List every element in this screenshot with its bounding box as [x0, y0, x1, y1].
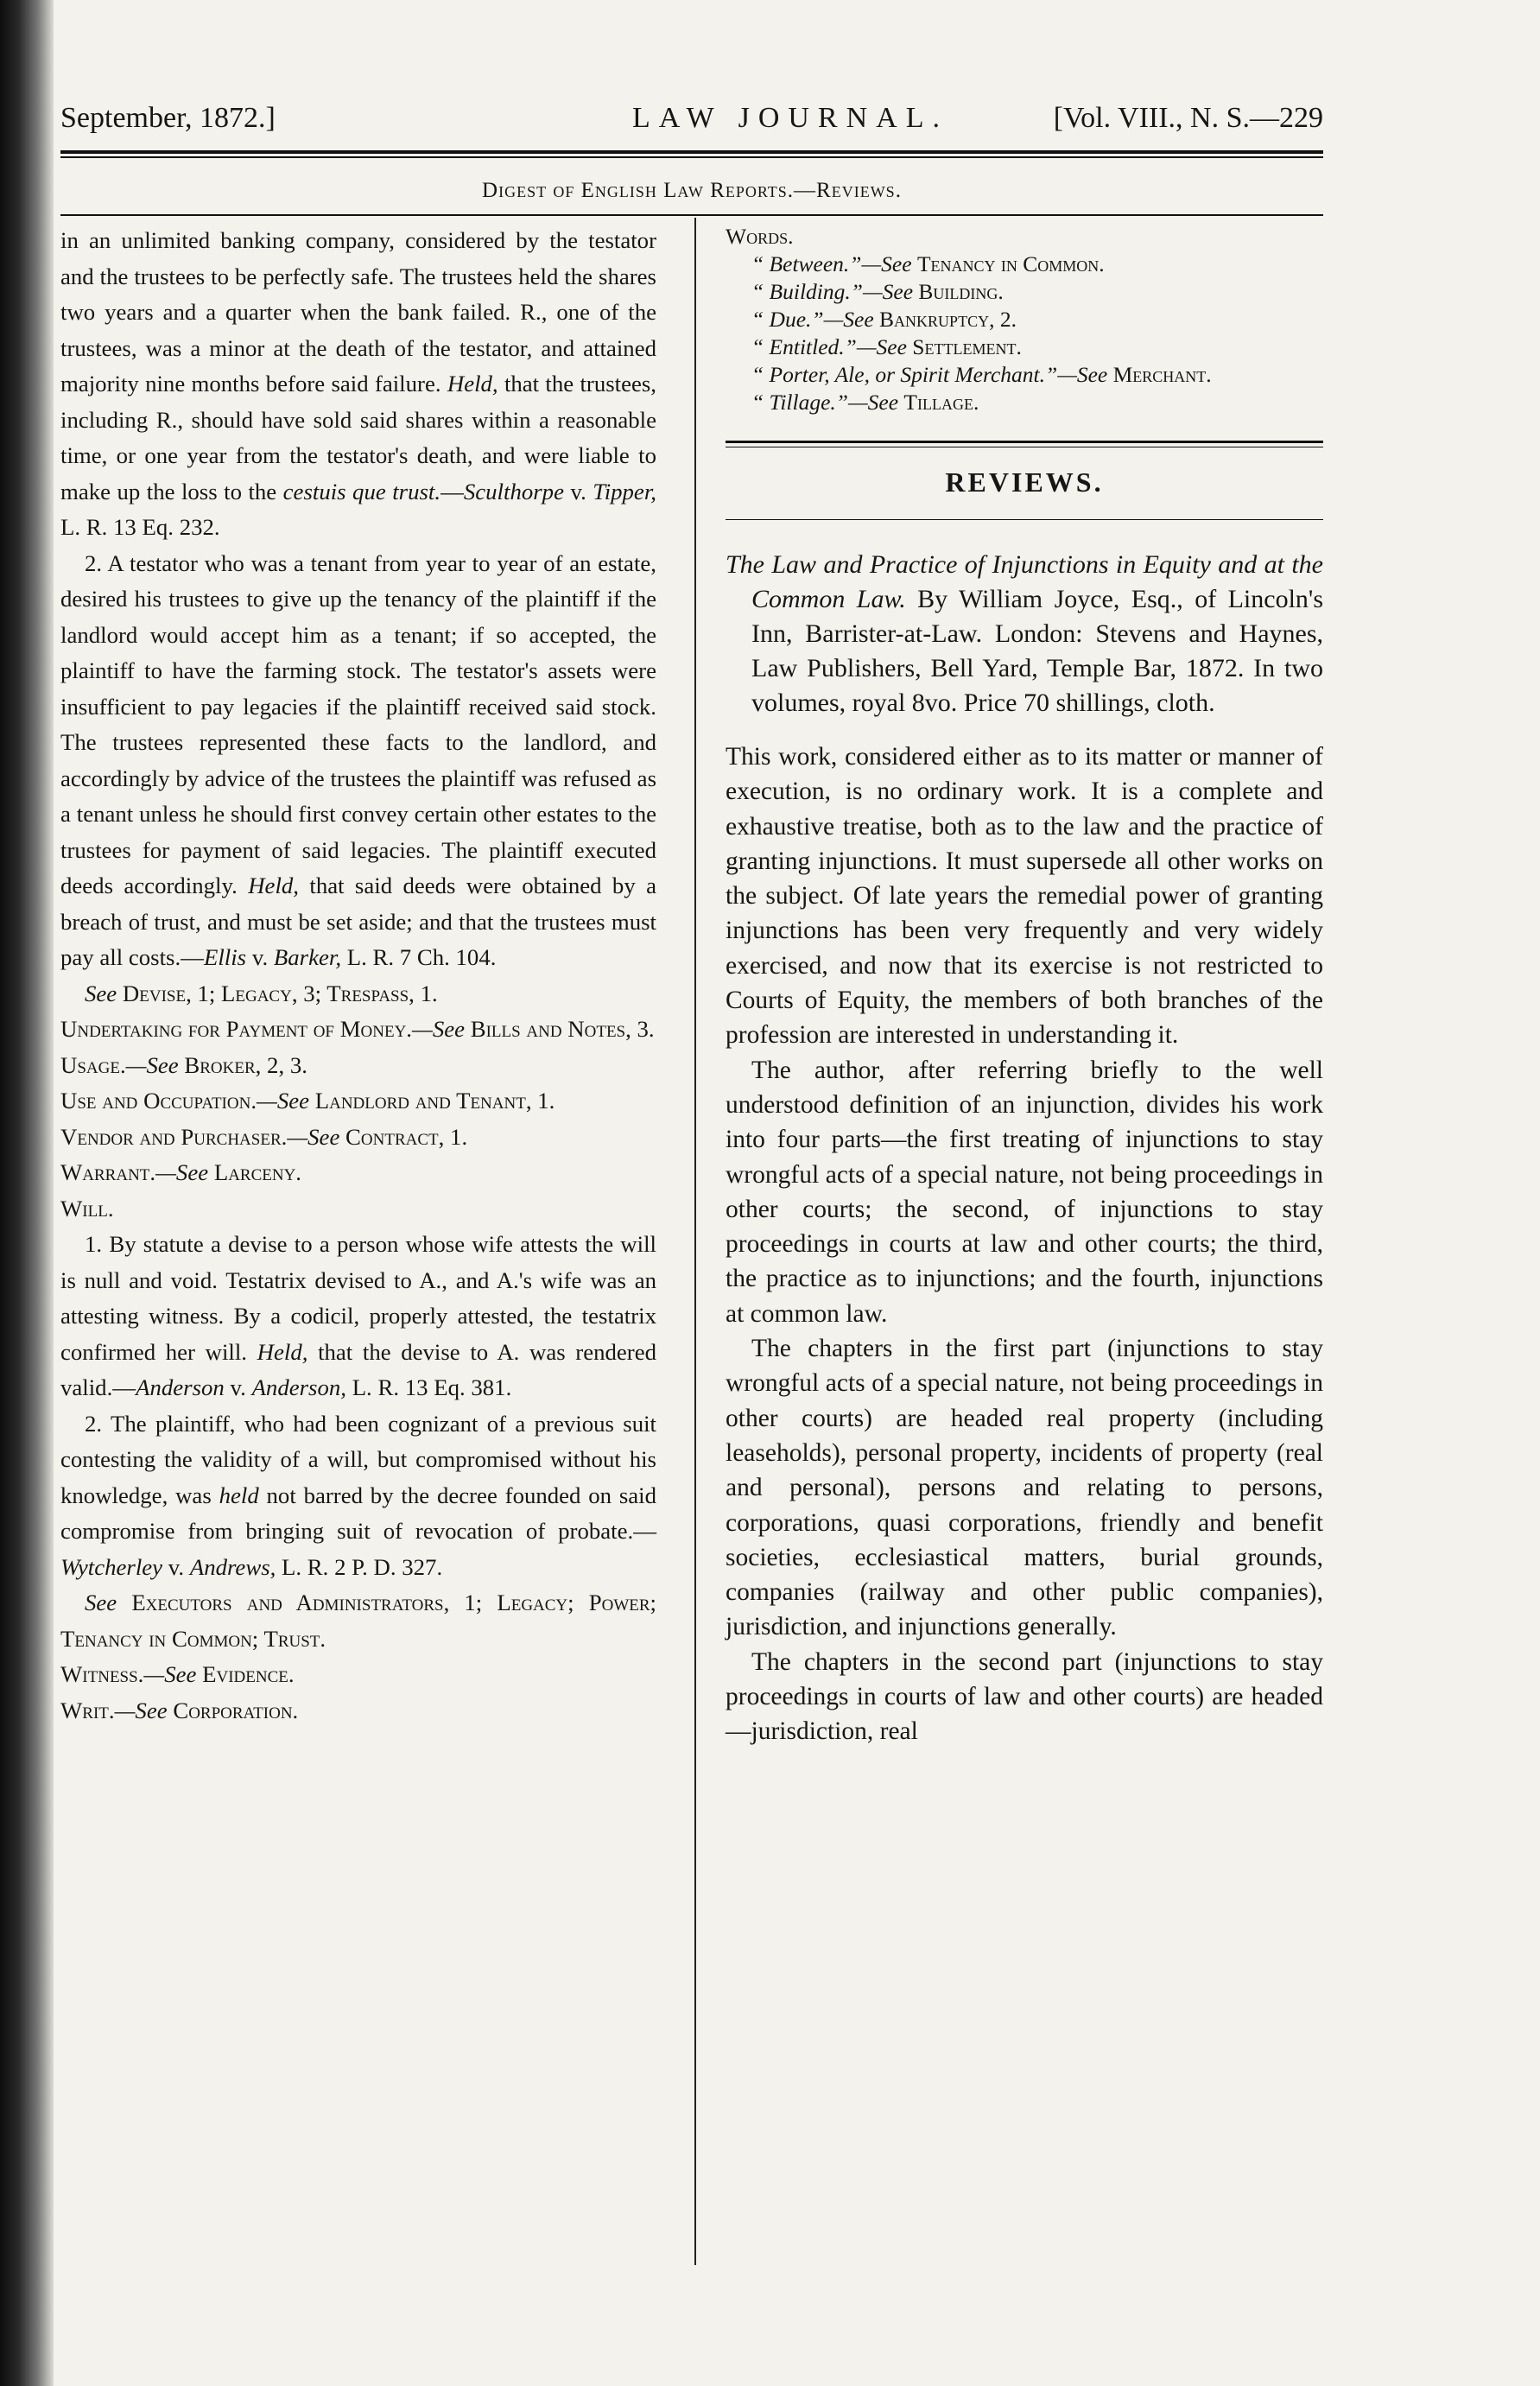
digest-entry-usage: Usage.—See Broker, 2, 3. — [60, 1051, 307, 1078]
word-entry: “ Building.”—See Building. — [751, 279, 1004, 304]
words-index — [726, 223, 1323, 416]
word-entry: “ Due.”—See Bankruptcy, 2. — [751, 307, 1017, 332]
digest-paragraph: 2. A testator who was a tenant from year to year of an estate, desired his trustees to give up the tenancy of the plaintiff if the landlord would accept him as a tenant; if so accepted, the plaintiff to have the farming stock. The testator's assets were insufficient to pay legacies if the plaintiff received said stock. The trustees represented these facts to the landlord, and accordingly by advice of the trustees the plaintiff was refused as a tenant unless he should first convey certain other estates to the trustees for payment of said legacies. The plaintiff executed deeds accordingly. Held, that said deeds were obtained by a breach of trust, and must be set aside; and that the trustees must pay all costs.—Ellis v. Barker, L. R. 7 Ch. 104. — [60, 549, 656, 970]
review-paragraph: This work, considered either as to its matter or manner of execution, is no ordinary work. It is a complete and exhaustive treatise, both as to the law and the practice of granting injunctions. It must supersede all other works on the subject. Of late years the remedial power of granting injunctions has been very frequently and very widely exercised, and now that its exercise is not restricted to Courts of Equity, the members of both branches of the profession are interested in understanding it. — [726, 743, 1323, 1050]
review-paragraph: The chapters in the second part (injunctions to stay proceedings in courts of law and other courts) are headed—jurisdiction, real — [726, 1647, 1323, 1746]
digest-paragraph: in an unlimited banking company, considered by the testator and the trustees to be perfectly safe. The trustees held the shares two years and a quarter when the bank failed. R., one of the trustees, was a minor at the death of the testator, and attained majority nine months before said failure. Held, that the trustees, including R., should have sold said shares within a reasonable time, or one year from the testator's death, and were liable to make up the loss to the cestuis que trust.—Sculthorpe v. Tipper, L. R. 13 Eq. 232. — [60, 227, 657, 540]
digest-entry-witness: Witness.—See Evidence. — [60, 1661, 295, 1687]
digest-entry-undertaking: Undertaking for Payment of Money.—See Bills and Notes, 3. — [60, 1016, 655, 1042]
header-rule — [60, 150, 1323, 154]
word-entry: “ Porter, Ale, or Spirit Merchant.”—See Merchant. — [751, 362, 1212, 387]
word-entry: “ Tillage.”—See Tillage. — [751, 390, 979, 415]
reviews-underline — [726, 519, 1323, 520]
digest-entry-writ: Writ.—See Corporation. — [60, 1697, 299, 1723]
book-details: By William Joyce, Esq., of Lincoln's Inn, Barrister-at-Law. London: Stevens and Haynes, Law Publishers, Bell Yard, Temple Bar, 1872. In two volumes, royal 8vo. Price 70 shillings, cloth. — [751, 585, 1324, 717]
digest-entry-use-and-occupation: Use and Occupation.—See Landlord and Tenant, 1. — [60, 1088, 555, 1114]
subheader-rule — [60, 214, 1323, 216]
digest-entry-warrant: Warrant.—See Larceny. — [60, 1159, 302, 1185]
review-paragraph: The author, after referring briefly to the well understood definition of an injunction, divides his work into four parts—the first treating of injunctions to stay wrongful acts of a special nature, not being proceedings in other courts; the second, of injunctions to stay proceedings in courts at law and other courts; the third, the practice as to injunctions; and the fourth, injunctions at common law. — [726, 1056, 1323, 1328]
reviews-heading: REVIEWS. — [945, 466, 1104, 498]
cross-reference: See Devise, 1; Legacy, 3; Trespass, 1. — [85, 980, 438, 1006]
page-binding-edge — [0, 0, 54, 2386]
review-paragraph: The chapters in the first part (injunctions to stay wrongful acts of a special nature, not being proceedings in other courts) are headed real property (including leaseholds), personal property, incidents of property (real and personal), persons and relating to persons, corporations, quasi corporations, friendly and benefit societies, ecclesiastical matters, burial grounds, companies (railway and other public companies), jurisdiction, and injunctions generally. — [726, 1335, 1323, 1641]
digest-paragraph: 2. The plaintiff, who had been cognizant of a previous suit contesting the validity of a will, but compromised without his knowledge, was held not barred by the decree founded on said compromise from bringing suit of revocation of probate.—Wytcherley v. Andrews, L. R. 2 P. D. 327. — [60, 1410, 657, 1580]
review-book-citation — [726, 548, 1323, 720]
section-subheader: Digest of English Law Reports.—Reviews. — [482, 179, 902, 202]
words-heading: Words. — [726, 224, 794, 249]
reviews-rule — [726, 441, 1323, 443]
digest-entry-will: Will. — [60, 1195, 114, 1222]
left-column — [60, 223, 656, 1729]
volume-page: [Vol. VIII., N. S.—229 — [1053, 102, 1323, 134]
header-date: September, 1872.] — [60, 102, 276, 134]
word-entry: “ Entitled.”—See Settlement. — [751, 334, 1022, 359]
journal-page — [60, 0, 1520, 2386]
journal-title: LAW JOURNAL. — [632, 102, 948, 134]
running-header — [60, 102, 1520, 145]
review-body — [726, 739, 1323, 1749]
cross-reference: See Executors and Administrators, 1; Legacy; Power; Tenancy in Common; Trust. — [60, 1590, 656, 1652]
digest-paragraph: 1. By statute a devise to a person whose wife attests the will is null and void. Testatrix devised to A., and A.'s wife was an attesting witness. By a codicil, properly attested, the testatrix confirmed her will. Held, that the devise to A. was rendered valid.—Anderson v. Anderson, L. R. 13 Eq. 381. — [60, 1231, 657, 1400]
word-entry: “ Between.”—See Tenancy in Common. — [751, 251, 1105, 276]
header-rule-thin — [60, 156, 1323, 158]
column-divider — [694, 218, 696, 2265]
right-column — [726, 223, 1323, 1749]
book-title: The Law and Practice of Injunctions in Equity and at the Common Law. — [726, 550, 1323, 613]
digest-entry-vendor: Vendor and Purchaser.—See Contract, 1. — [60, 1123, 468, 1150]
